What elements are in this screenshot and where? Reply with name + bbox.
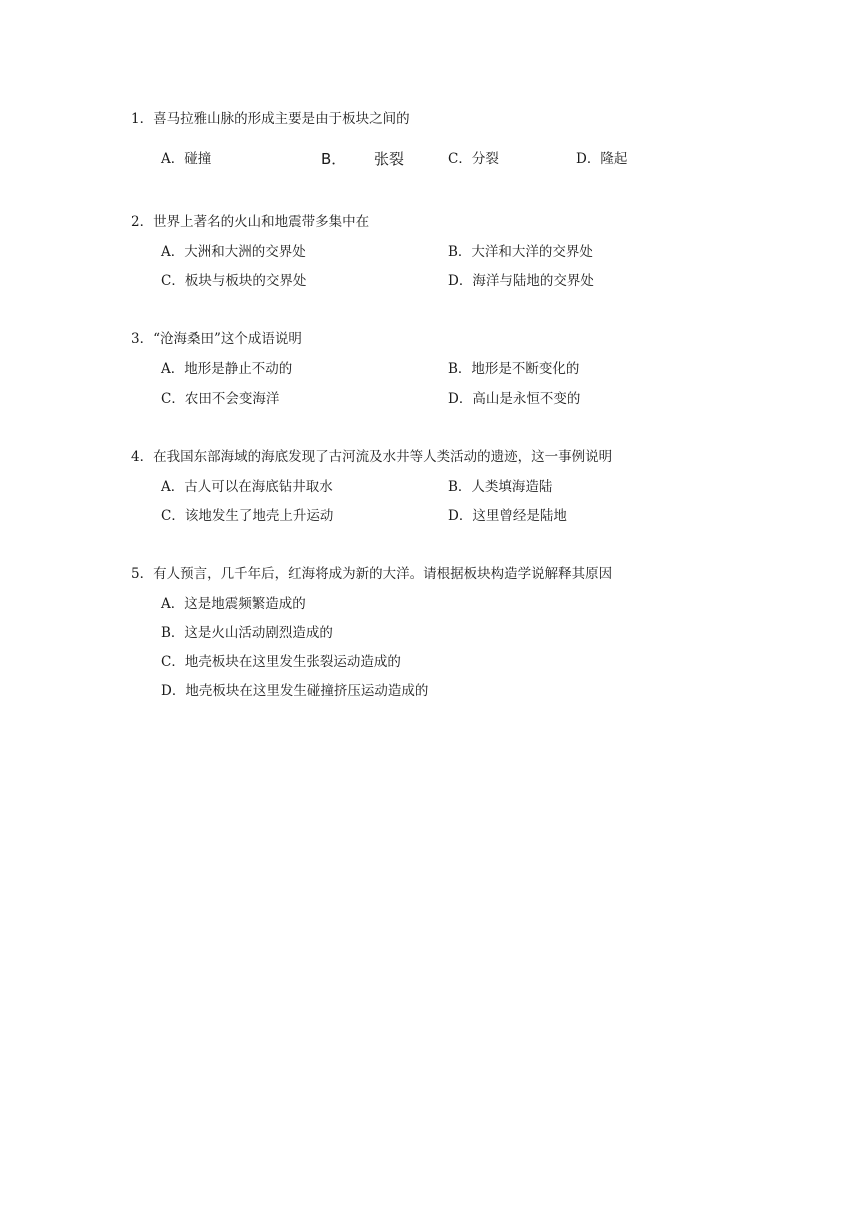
- question-1-option-c: C．分裂: [448, 151, 499, 167]
- question-2-option-b: B．大洋和大洋的交界处: [448, 244, 593, 260]
- question-1-stem: 1．喜马拉雅山脉的形成主要是由于板块之间的: [131, 111, 410, 127]
- question-5-stem: 5．有人预言，几千年后，红海将成为新的大洋。请根据板块构造学说解释其原因: [131, 566, 613, 582]
- question-3-option-d: D．高山是永恒不变的: [448, 391, 581, 407]
- question-3-option-c: C．农田不会变海洋: [161, 391, 280, 407]
- question-1-option-b-text: 张裂: [374, 150, 405, 168]
- question-4-option-c: C．该地发生了地壳上升运动: [161, 508, 334, 524]
- question-5-option-c: C．地壳板块在这里发生张裂运动造成的: [161, 654, 401, 670]
- question-3-option-a: A．地形是静止不动的: [161, 361, 293, 377]
- question-2-option-a: A．大洲和大洲的交界处: [161, 244, 306, 260]
- question-4-option-b: B．人类填海造陆: [448, 479, 553, 495]
- question-2-option-c: C．板块与板块的交界处: [161, 273, 307, 289]
- question-2-stem: 2．世界上著名的火山和地震带多集中在: [131, 214, 370, 230]
- question-5-option-b: B．这是火山活动剧烈造成的: [161, 625, 333, 641]
- question-4-option-d: D．这里曾经是陆地: [448, 508, 567, 524]
- question-1-option-b-letter: B．: [321, 150, 347, 168]
- question-5-option-d: D．地壳板块在这里发生碰撞挤压运动造成的: [161, 683, 429, 699]
- question-1-option-d: D．隆起: [576, 151, 628, 167]
- question-1-option-a: A．碰撞: [161, 151, 212, 167]
- question-3-stem: 3．“沧海桑田”这个成语说明: [131, 331, 302, 347]
- question-4-stem: 4．在我国东部海域的海底发现了古河流及水井等人类活动的遗迹，这一事例说明: [131, 449, 613, 465]
- question-5-option-a: A．这是地震频繁造成的: [161, 596, 306, 612]
- question-4-option-a: A．古人可以在海底钻井取水: [161, 479, 333, 495]
- question-2-option-d: D．海洋与陆地的交界处: [448, 273, 594, 289]
- question-3-option-b: B．地形是不断变化的: [448, 361, 580, 377]
